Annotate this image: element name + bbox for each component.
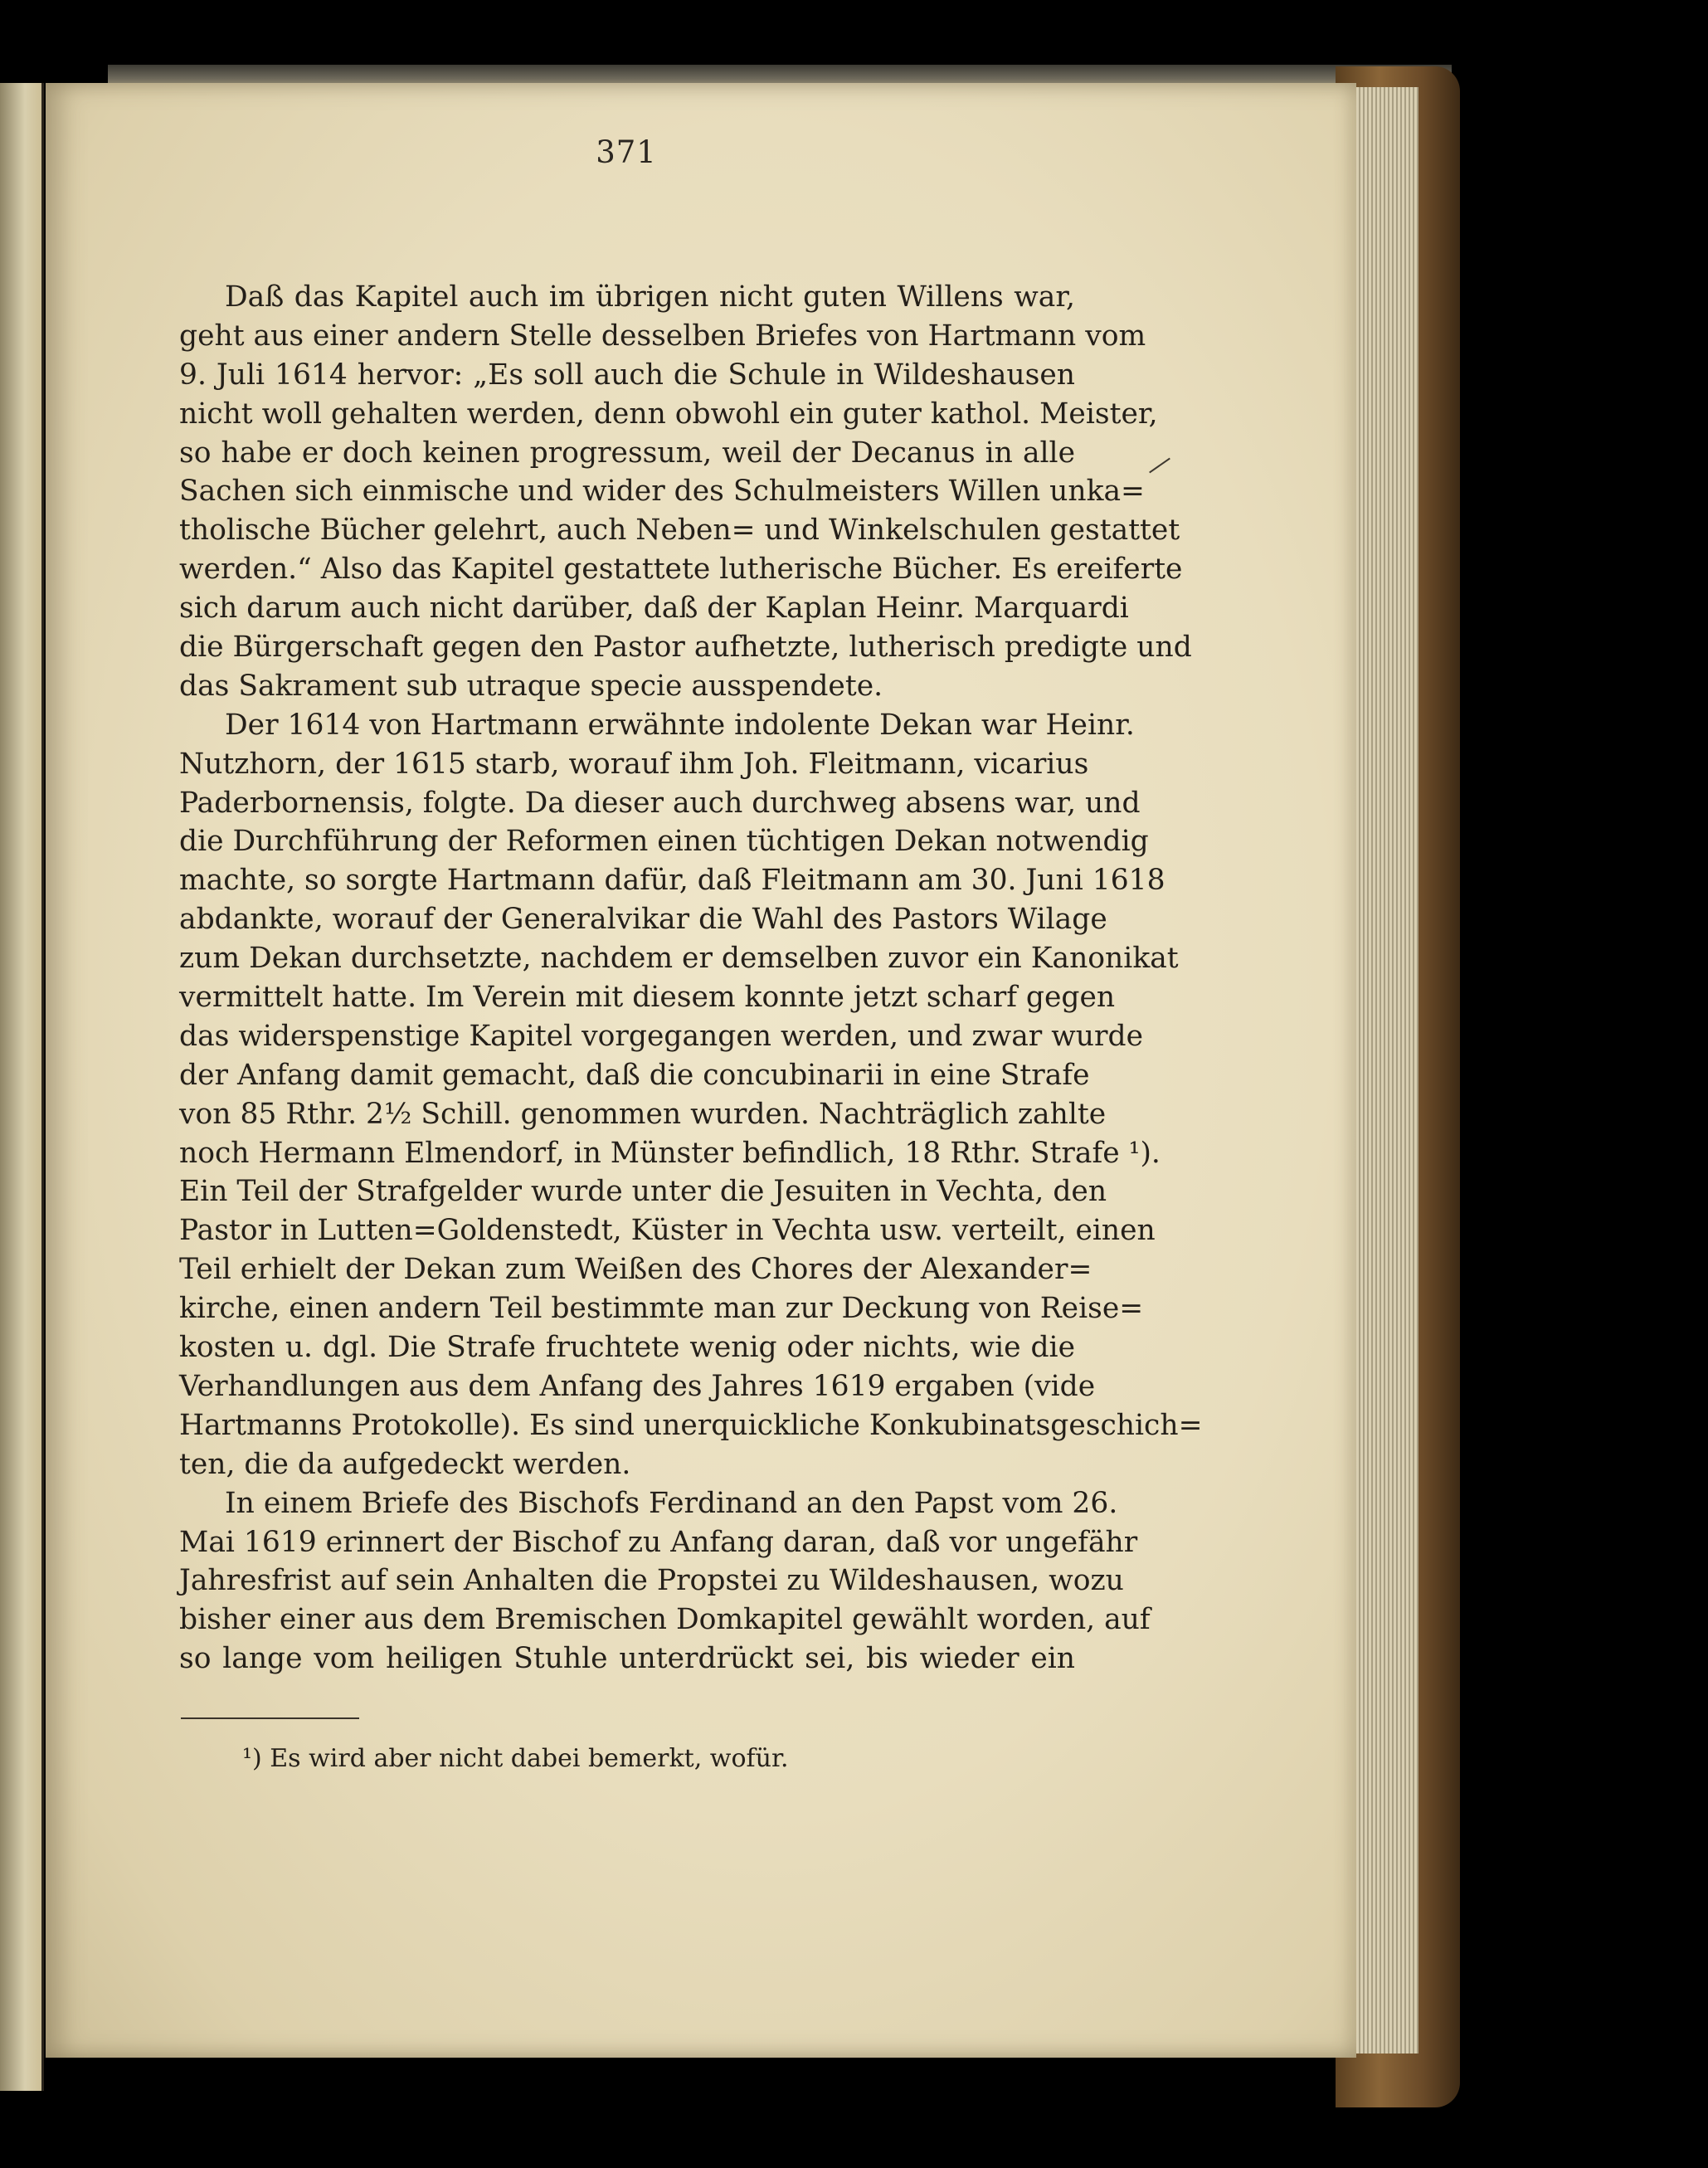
text-line: abdankte, worauf der Generalvikar die Wahl des Pastors Wilage	[179, 903, 1107, 937]
text-line: werden.“ Also das Kapitel gestattete lutherische Bücher. Es ereiferte	[179, 553, 1183, 587]
text-line: kirche, einen andern Teil bestimmte man zur Deckung von Reise=	[179, 1292, 1144, 1326]
text-line: die Bürgerschaft gegen den Pastor aufhetzte, lutherisch predigte und	[179, 631, 1192, 665]
body-text	[179, 278, 1203, 1678]
text-line: 9. Juli 1614 hervor: „Es soll auch die Schule in Wildeshausen	[179, 358, 1075, 392]
text-line: Verhandlungen aus dem Anfang des Jahres 1619 ergaben (vide	[179, 1369, 1096, 1403]
text-line: machte, so sorgte Hartmann dafür, daß Fleitmann am 30. Juni 1618	[179, 864, 1165, 898]
page-stack-edges	[1352, 87, 1418, 2054]
left-page-edge	[0, 83, 44, 2091]
text-line: das Sakrament sub utraque specie ausspendete.	[179, 669, 883, 703]
text-line: Daß das Kapitel auch im übrigen nicht guten Willens war,	[225, 280, 1075, 314]
text-line: nicht woll gehalten werden, denn obwohl ein guter kathol. Meister,	[179, 397, 1158, 431]
footnote: ¹) Es wird aber nicht dabei bemerkt, wofür.	[242, 1744, 789, 1773]
text-line: Der 1614 von Hartmann erwähnte indolente Dekan war Heinr.	[225, 708, 1135, 742]
text-line: kosten u. dgl. Die Strafe fruchtete wenig oder nichts, wie die	[179, 1331, 1075, 1365]
text-line: sich darum auch nicht darüber, daß der Kaplan Heinr. Marquardi	[179, 592, 1129, 626]
text-line: noch Hermann Elmendorf, in Münster befindlich, 18 Rthr. Strafe ¹).	[179, 1136, 1161, 1170]
text-line: geht aus einer andern Stelle desselben Briefes von Hartmann vom	[179, 319, 1146, 353]
text-line: tholische Bücher gelehrt, auch Neben= und Winkelschulen gestattet	[179, 514, 1180, 548]
text-line: das widerspenstige Kapitel vorgegangen werden, und zwar wurde	[179, 1019, 1143, 1053]
text-line: Jahresfrist auf sein Anhalten die Propstei zu Wildeshausen, wozu	[179, 1564, 1124, 1598]
text-line: zum Dekan durchsetzte, nachdem er demselben zuvor ein Kanonikat	[179, 942, 1179, 976]
text-line: In einem Briefe des Bischofs Ferdinand an den Papst vom 26.	[225, 1486, 1118, 1520]
text-line: vermittelt hatte. Im Verein mit diesem konnte jetzt scharf gegen	[179, 981, 1116, 1015]
footnote-rule	[181, 1717, 359, 1719]
text-line: Paderbornensis, folgte. Da dieser auch durchweg absens war, und	[179, 786, 1141, 820]
text-line: der Anfang damit gemacht, daß die concubinarii in eine Strafe	[179, 1058, 1090, 1092]
text-line: Pastor in Lutten=Goldenstedt, Küster in Vechta usw. verteilt, einen	[179, 1214, 1156, 1248]
text-line: so lange vom heiligen Stuhle unterdrückt sei, bis wieder ein	[179, 1642, 1075, 1676]
text-line: so habe er doch keinen progressum, weil der Decanus in alle	[179, 436, 1075, 470]
text-line: von 85 Rthr. 2½ Schill. genommen wurden. Nachträglich zahlte	[179, 1097, 1107, 1131]
text-line: Teil erhielt der Dekan zum Weißen des Chores der Alexander=	[179, 1253, 1092, 1287]
text-line: bisher einer aus dem Bremischen Domkapitel gewählt worden, auf	[179, 1603, 1151, 1637]
text-line: ten, die da aufgedeckt werden.	[179, 1447, 631, 1481]
text-line: die Durchführung der Reformen einen tüchtigen Dekan notwendig	[179, 825, 1149, 859]
text-line: Hartmanns Protokolle). Es sind unerquickliche Konkubinatsgeschich=	[179, 1408, 1203, 1442]
text-line: Sachen sich einmische und wider des Schulmeisters Willen unka=	[179, 475, 1145, 509]
text-line: Nutzhorn, der 1615 starb, worauf ihm Joh. Fleitmann, vicarius	[179, 747, 1089, 781]
page-number: 371	[596, 134, 657, 170]
text-line: Mai 1619 erinnert der Bischof zu Anfang daran, daß vor ungefähr	[179, 1525, 1138, 1559]
text-line: Ein Teil der Strafgelder wurde unter die Jesuiten in Vechta, den	[179, 1175, 1107, 1209]
